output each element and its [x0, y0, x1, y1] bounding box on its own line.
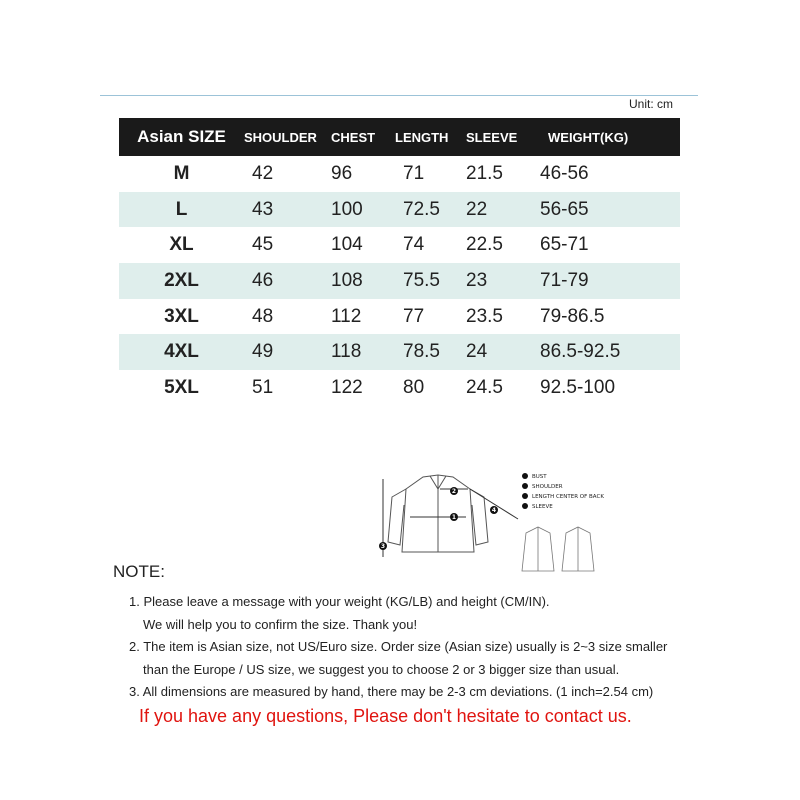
table-row: [119, 156, 680, 192]
chest-cell: 104: [331, 234, 363, 256]
weight-cell: 92.5-100: [540, 376, 616, 398]
marker-label: 4: [491, 507, 497, 514]
col-header-size: Asian SIZE: [119, 118, 244, 156]
note-line: 2. The item is Asian size, not US/Euro size. Order size (Asian size) usually is 2~3 size smaller: [129, 639, 668, 654]
measurement-diagram: [378, 467, 618, 577]
legend-item: SLEEVE: [532, 504, 553, 510]
sleeve-cell: 24.5: [466, 376, 503, 398]
legend-item: SHOULDER: [532, 484, 563, 490]
length-cell: 77: [403, 305, 425, 327]
size-cell: 5XL: [164, 376, 199, 398]
notes-list: [129, 591, 667, 704]
jacket-thumbnails: [522, 527, 594, 571]
shoulder-cell: 43: [244, 192, 331, 228]
table-row: [119, 370, 680, 406]
chest-cell: 96: [331, 162, 353, 184]
sleeve-cell: 23: [466, 263, 540, 299]
col-header-chest: CHEST: [331, 118, 395, 156]
chest-cell: 108: [331, 263, 395, 299]
col-header-length: LENGTH: [395, 118, 466, 156]
note-title: NOTE:: [113, 562, 165, 581]
chest-cell: 100: [331, 192, 395, 228]
weight-cell: 46-56: [540, 162, 589, 184]
note-line: We will help you to confirm the size. Thank you!: [143, 616, 418, 632]
sleeve-cell: 22: [466, 192, 540, 228]
size-cell: M: [173, 162, 190, 184]
table-header-row: [119, 118, 680, 156]
marker-label: 3: [380, 543, 386, 550]
note-line: than the Europe / US size, we suggest you to choose 2 or 3 bigger size than usual.: [143, 661, 620, 677]
legend-item: LENGTH CENTER OF BACK: [532, 494, 604, 500]
sleeve-cell: 22.5: [466, 234, 503, 256]
note-line: 3. All dimensions are measured by hand, there may be 2-3 cm deviations. (1 inch=2.54 cm): [129, 684, 654, 699]
weight-cell: 71-79: [540, 263, 680, 299]
shoulder-cell: 42: [252, 162, 274, 184]
marker-label: 1: [451, 514, 457, 521]
weight-cell: 86.5-92.5: [540, 334, 680, 370]
size-cell: 4XL: [119, 334, 244, 370]
chest-cell: 118: [331, 334, 395, 370]
chest-cell: 122: [331, 376, 363, 398]
col-header-weight: WEIGHT(KG): [540, 118, 680, 156]
shoulder-cell: 51: [252, 376, 274, 398]
length-cell: 71: [403, 162, 425, 184]
size-table: [119, 118, 680, 406]
table-row: [119, 227, 680, 263]
size-cell: L: [119, 192, 244, 228]
table-row: [119, 192, 680, 228]
length-cell: 78.5: [395, 334, 466, 370]
top-divider: [100, 95, 698, 96]
marker-label: 2: [451, 488, 457, 495]
legend-item: BUST: [532, 474, 547, 480]
weight-cell: 65-71: [540, 234, 589, 256]
length-cell: 80: [403, 376, 425, 398]
weight-cell: 79-86.5: [540, 305, 605, 327]
chest-cell: 112: [331, 305, 362, 327]
sleeve-cell: 21.5: [466, 162, 503, 184]
table-row: [119, 263, 680, 299]
shirt-illustration: [388, 475, 488, 552]
contact-message: If you have any questions, Please don't hesitate to contact us.: [139, 706, 632, 726]
col-header-sleeve: SLEEVE: [466, 118, 540, 156]
table-row: [119, 299, 680, 335]
note-line: 1. Please leave a message with your weight (KG/LB) and height (CM/IN).: [129, 594, 550, 609]
sleeve-cell: 24: [466, 334, 540, 370]
size-cell: XL: [169, 234, 194, 256]
unit-label: Unit: cm: [628, 97, 673, 111]
size-cell: 2XL: [119, 263, 244, 299]
legend: [522, 473, 604, 510]
length-cell: 72.5: [395, 192, 466, 228]
shoulder-cell: 49: [244, 334, 331, 370]
shoulder-cell: 48: [252, 305, 274, 327]
table-row: [119, 334, 680, 370]
size-cell: 3XL: [164, 305, 199, 327]
col-header-shoulder: SHOULDER: [244, 118, 331, 156]
length-cell: 74: [403, 234, 425, 256]
shoulder-cell: 45: [252, 234, 274, 256]
weight-cell: 56-65: [540, 192, 680, 228]
sleeve-cell: 23.5: [466, 305, 503, 327]
length-cell: 75.5: [395, 263, 466, 299]
shoulder-cell: 46: [244, 263, 331, 299]
